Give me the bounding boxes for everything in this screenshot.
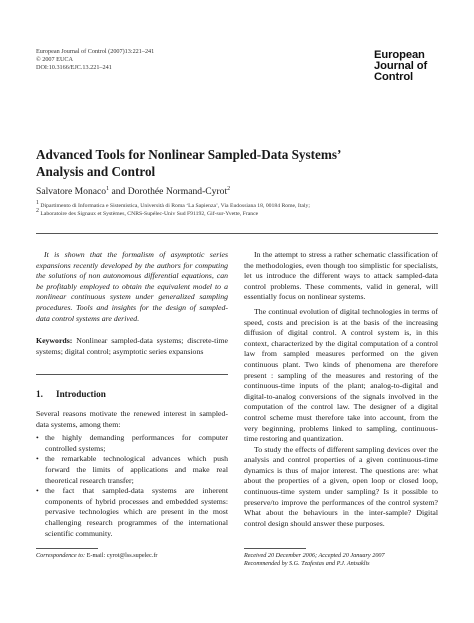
affiliation-1-sup: 1 bbox=[36, 200, 39, 207]
keywords bbox=[36, 336, 228, 357]
affiliation-1 bbox=[36, 200, 436, 211]
section-heading bbox=[36, 389, 228, 399]
paragraph-3: To study the effects of different sampling devices over the analysis and control properties of a given continuous-time dynamics is thus of major interest. The questions are: what about the properties of a given, open loop or closed loop, continuous-time system under sampling? Is it possible to preserve/to improve the performances of the control system? What about the behaviours in the inter-sample? Digital control design should answer these purposes. bbox=[244, 444, 438, 528]
right-column-body bbox=[244, 250, 438, 529]
logo-line-2: Journal of bbox=[374, 60, 428, 72]
paragraph-1: In the attempt to stress a rather schematic classification of the methodologies, even though too simplistic for specialists, let us introduce the different ways to attack sampled-data control problems. These comments, valid in general, will essentially focus on nonlinear systems. bbox=[244, 250, 438, 302]
paragraph-2: The continual evolution of digital technologies in terms of speed, costs and precision is at the basis of the increasing diffusion of digital control. A control system is, in this context, characterized by the digital computation of a control law from sampled measures performed on the given continuous plant. Two kinds of phenomena are therefore present : sampling of the measures and restoring of the continuous-time inputs of the plant; analog-to-digital and digital-to-analog conversions of the signals involved in the computation of the control law. The designer of a digital control scheme must therefore take into account, from the very beginning, problems linked to sampling, continuous-time restoring and quantization. bbox=[244, 306, 438, 444]
correspondence-label: Correspondence to: bbox=[36, 552, 86, 559]
section-title: Introduction bbox=[56, 389, 106, 399]
affiliation-2-sup: 2 bbox=[36, 208, 39, 215]
recommended-by: Recommended by S.G. Tzafestas and P.J. Antsaklis bbox=[244, 560, 370, 567]
paper-title bbox=[36, 147, 416, 180]
author-1-sup: 1 bbox=[106, 185, 110, 192]
abstract bbox=[36, 250, 228, 324]
list-item: • the highly demanding performances for computer controlled systems; bbox=[36, 433, 228, 454]
footnote-rule-left bbox=[36, 548, 98, 549]
title-line-2: Analysis and Control bbox=[36, 163, 156, 179]
footnote-rule-right bbox=[244, 548, 306, 549]
correspondence-email: E-mail: cyrot@lss.supelec.fr bbox=[85, 552, 158, 559]
intro-bullet-list bbox=[36, 433, 228, 539]
keywords-text: Nonlinear sampled-data systems; discrete-time systems; digital control; asymptotic series expansions bbox=[36, 336, 228, 356]
section-number: 1. bbox=[36, 389, 43, 399]
abstract-text: It is shown that the formalism of asymptotic series expansions recently developed by the authors for computing the solutions of non autonomous differential equations, can be profitably employed to obtain the equivalent model to a nonlinear continuous system under generalized sampling procedures. Tools and insights for the design of sampled-data control systems are derived. bbox=[36, 250, 228, 323]
received-dates: Received 20 December 2006; Accepted 20 January 2007 bbox=[244, 552, 385, 559]
author-conjunction: and bbox=[109, 186, 128, 197]
intro-lead: Several reasons motivate the renewed interest in sampled-data systems, among them: bbox=[36, 409, 228, 429]
intro-body bbox=[36, 409, 228, 539]
affiliation-2 bbox=[36, 208, 436, 219]
doi: DOI:10.3166/EJC.13.221–241 bbox=[36, 64, 112, 71]
received-info bbox=[244, 552, 385, 568]
divider-abstract bbox=[36, 374, 228, 375]
list-item: • the fact that sampled-data systems are inherent components of hybrid processes and embedded systems: pervasive technologies which are present in the most challenging research programmes of the international scientific community. bbox=[36, 486, 228, 539]
journal-logo bbox=[374, 50, 444, 83]
keywords-label: Keywords: bbox=[36, 336, 73, 345]
title-line-1: Advanced Tools for Nonlinear Sampled-Data Systems’ bbox=[36, 147, 342, 162]
affiliation-2-text: Laboratoire des Signaux et Systèmes, CNRS-Supélec-Univ Sud F91192, Gif-sur-Yvette, France bbox=[40, 211, 259, 217]
logo-line-3: Control bbox=[374, 71, 414, 83]
copyright: © 2007 EUCA bbox=[36, 56, 74, 63]
author-list bbox=[36, 186, 230, 198]
list-item: • the remarkable technological advances which push forward the limits of applications and make real theoretical research transfer; bbox=[36, 454, 228, 486]
correspondence bbox=[36, 552, 157, 560]
author-1: Salvatore Monaco bbox=[36, 186, 107, 197]
affiliation-1-text: Dipartimento di Informatica e Sistemistica, Università di Roma ‘La Sapienza’, Via Eudossiana 18, 00184 Rome, Italy; bbox=[40, 203, 310, 209]
logo-line-1: European bbox=[374, 49, 425, 61]
author-2: Dorothée Normand-Cyrot bbox=[127, 186, 228, 197]
journal-header bbox=[36, 48, 154, 72]
divider-top bbox=[36, 233, 438, 234]
author-2-sup: 2 bbox=[227, 185, 231, 192]
journal-citation: European Journal of Control (2007)13:221–241 bbox=[36, 48, 155, 55]
